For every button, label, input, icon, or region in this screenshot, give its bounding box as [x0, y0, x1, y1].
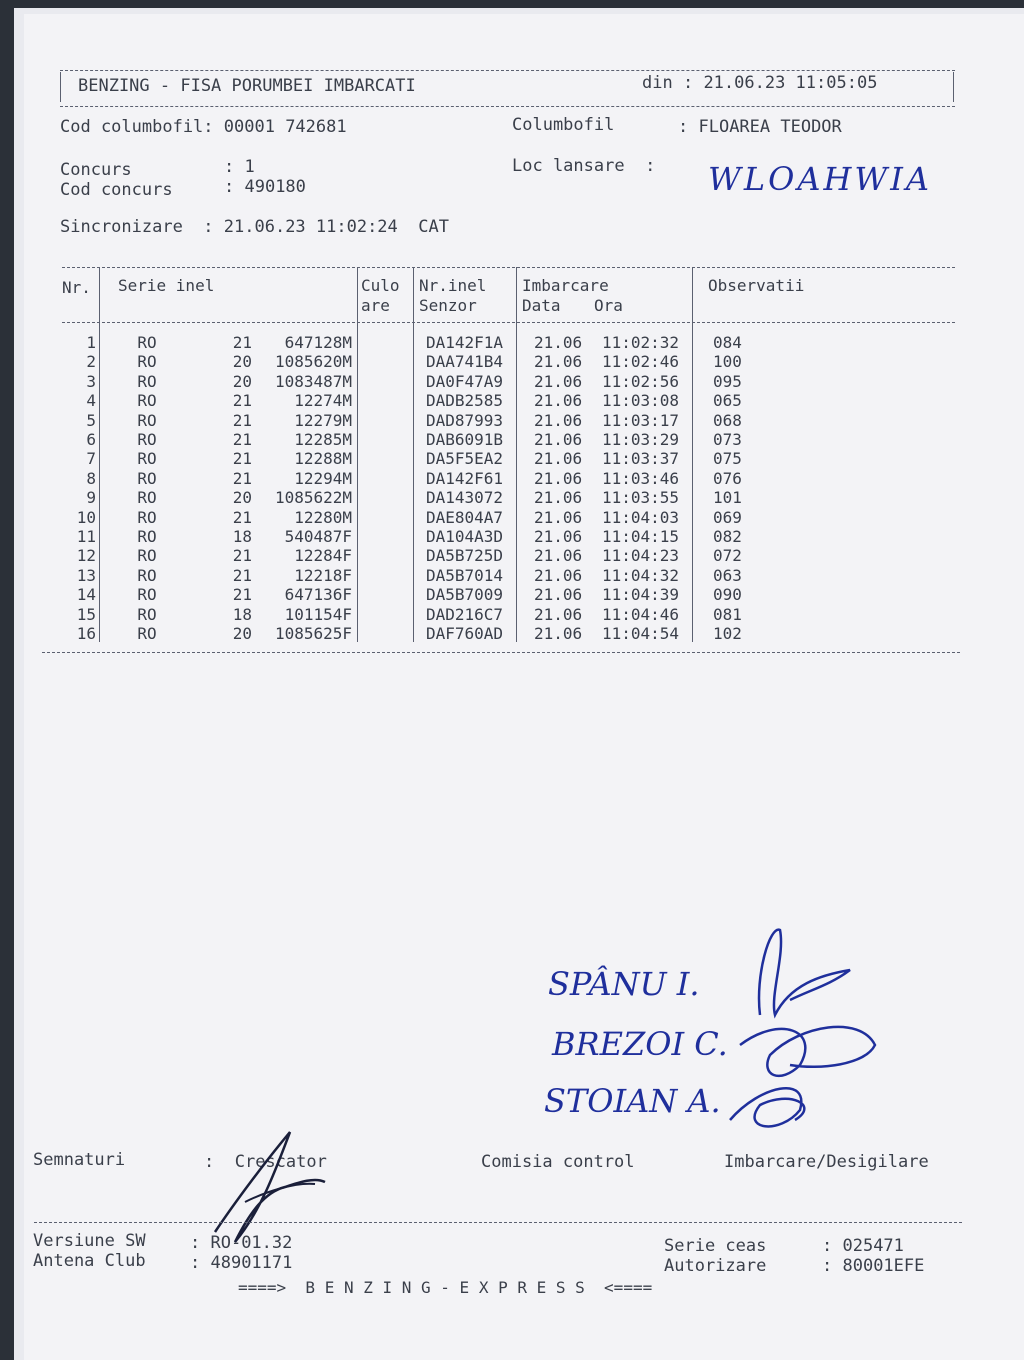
- columbofil-label: Columbofil: [512, 115, 615, 135]
- cell-sensor: DAB6091B: [426, 430, 504, 450]
- serie-ceas-value: : 025471: [822, 1236, 904, 1256]
- table-row: [60, 430, 773, 449]
- cell-culoare: [360, 546, 420, 565]
- header-right-border: [953, 72, 954, 102]
- table-row: [60, 469, 773, 488]
- cell-obs: 102: [713, 624, 742, 644]
- header-culoare-2: are: [361, 296, 390, 315]
- header-imbarcare: Imbarcare: [522, 276, 609, 295]
- cell-country: RO: [137, 333, 157, 352]
- crescator-label: : Crescator: [204, 1152, 327, 1172]
- cell-culoare: [360, 527, 420, 546]
- table-row: [60, 605, 773, 624]
- cell-ring: 12274M: [294, 391, 352, 411]
- cell-culoare: [360, 624, 420, 643]
- cell-obs: 101: [713, 488, 742, 508]
- signature-commission-1: SPÂNU I.: [548, 965, 700, 1003]
- comisia-label: Comisia control: [481, 1152, 635, 1172]
- brand-footer: ====> B E N Z I N G - E X P R E S S <====: [238, 1278, 653, 1297]
- cell-nr: 2: [86, 352, 96, 372]
- cell-country: RO: [137, 410, 157, 430]
- cell-year: 21: [232, 391, 252, 411]
- table-row: [60, 449, 773, 468]
- cell-year: 20: [232, 488, 252, 508]
- cell-year: 21: [232, 430, 252, 450]
- header-bottom-rule: [60, 106, 955, 107]
- cell-ring: 1085625F: [274, 624, 352, 644]
- autorizare-label: Autorizare: [664, 1256, 767, 1276]
- cell-culoare: [360, 449, 420, 468]
- cell-date: 21.06: [534, 507, 583, 527]
- cell-sensor: DA5B7009: [426, 585, 504, 605]
- cell-nr: 7: [86, 449, 96, 469]
- cell-country: RO: [137, 468, 157, 488]
- cell-year: 21: [232, 546, 252, 566]
- cell-culoare: [360, 566, 420, 585]
- cod-concurs-value: : 490180: [224, 177, 306, 197]
- cell-sensor: DA5B725D: [426, 546, 504, 566]
- cell-time: 11:04:46: [602, 604, 680, 624]
- cell-sensor: DA142F61: [426, 468, 504, 488]
- cell-ring: 12280M: [294, 507, 352, 527]
- antena-label: Antena Club: [33, 1251, 146, 1271]
- cell-date: 21.06: [534, 449, 583, 469]
- cell-ring: 12279M: [294, 410, 352, 430]
- cell-ring: 540487F: [284, 527, 352, 547]
- cell-time: 11:03:17: [602, 410, 680, 430]
- semnaturi-label: Semnaturi: [33, 1150, 126, 1170]
- cell-sensor: DA142F1A: [426, 333, 504, 352]
- cell-time: 11:04:32: [602, 565, 680, 585]
- cell-nr: 3: [86, 371, 96, 391]
- cell-culoare: [360, 333, 420, 352]
- versiune-value: : RO-01.32: [190, 1233, 293, 1253]
- table-row: [60, 352, 773, 371]
- cell-year: 21: [232, 585, 252, 605]
- cell-ring: 647128M: [284, 333, 352, 352]
- cell-obs: 076: [713, 468, 742, 488]
- table-row: [60, 585, 773, 604]
- cell-obs: 090: [713, 585, 742, 605]
- cell-time: 11:04:39: [602, 585, 680, 605]
- cell-country: RO: [137, 585, 157, 605]
- cell-ring: 12294M: [294, 468, 352, 488]
- concurs-value: : 1: [224, 157, 255, 177]
- cell-obs: 069: [713, 507, 742, 527]
- din-label: din : 21.06.23 11:05:05: [642, 73, 878, 93]
- cell-ring: 1085620M: [274, 352, 352, 372]
- cell-year: 20: [232, 624, 252, 644]
- cell-obs: 063: [713, 565, 742, 585]
- cell-sensor: DA104A3D: [426, 527, 504, 547]
- header-data: Data: [522, 296, 561, 315]
- cell-date: 21.06: [534, 352, 583, 372]
- cell-culoare: [360, 430, 420, 449]
- cell-country: RO: [137, 371, 157, 391]
- cell-obs: 100: [713, 352, 742, 372]
- antena-value: : 48901171: [190, 1253, 293, 1273]
- serie-ceas-label: Serie ceas: [664, 1236, 767, 1256]
- cell-country: RO: [137, 604, 157, 624]
- table-row: [60, 391, 773, 410]
- cell-obs: 075: [713, 449, 742, 469]
- table-row: [60, 546, 773, 565]
- cell-sensor: DAD216C7: [426, 604, 504, 624]
- cell-culoare: [360, 585, 420, 604]
- cell-obs: 095: [713, 371, 742, 391]
- cell-year: 20: [232, 352, 252, 372]
- loc-lansare-value: WLOAHWIA: [708, 160, 933, 198]
- table-top-rule: [62, 267, 955, 268]
- cell-time: 11:04:23: [602, 546, 680, 566]
- cell-obs: 068: [713, 410, 742, 430]
- cell-country: RO: [137, 391, 157, 411]
- cell-country: RO: [137, 430, 157, 450]
- table-row: [60, 488, 773, 507]
- cod-concurs-label: Cod concurs: [60, 180, 173, 200]
- cell-nr: 11: [76, 527, 96, 547]
- cell-ring: 647136F: [284, 585, 352, 605]
- cell-ring: 1085622M: [274, 488, 352, 508]
- cell-date: 21.06: [534, 527, 583, 547]
- cell-country: RO: [137, 449, 157, 469]
- cell-nr: 9: [86, 488, 96, 508]
- cell-country: RO: [137, 624, 157, 644]
- cell-date: 21.06: [534, 468, 583, 488]
- imbarcare-desigilare-label: Imbarcare/Desigilare: [724, 1152, 929, 1172]
- table-row: [60, 566, 773, 585]
- cell-time: 11:04:54: [602, 624, 680, 644]
- header-serie-inel: Serie inel: [118, 276, 215, 295]
- cell-year: 21: [232, 410, 252, 430]
- header-left-border: [60, 72, 61, 102]
- cell-date: 21.06: [534, 391, 583, 411]
- cell-culoare: [360, 352, 420, 371]
- signature-commission-2: BREZOI C.: [552, 1025, 728, 1063]
- cell-year: 18: [232, 604, 252, 624]
- cell-country: RO: [137, 507, 157, 527]
- autorizare-value: : 80001EFE: [822, 1256, 925, 1276]
- header-observatii: Observatii: [708, 276, 805, 295]
- cell-country: RO: [137, 565, 157, 585]
- cell-nr: 16: [76, 624, 96, 644]
- table-header-rule: [62, 322, 955, 323]
- table-row: [60, 372, 773, 391]
- cell-date: 21.06: [534, 371, 583, 391]
- cell-obs: 065: [713, 391, 742, 411]
- cell-ring: 12288M: [294, 449, 352, 469]
- cell-culoare: [360, 508, 420, 527]
- table-row: [60, 624, 773, 643]
- cell-culoare: [360, 372, 420, 391]
- cell-time: 11:03:29: [602, 430, 680, 450]
- cell-nr: 8: [86, 468, 96, 488]
- cell-nr: 5: [86, 410, 96, 430]
- table-row: [60, 527, 773, 546]
- cell-ring: 12284F: [294, 546, 352, 566]
- cell-year: 20: [232, 371, 252, 391]
- cell-country: RO: [137, 527, 157, 547]
- cell-ring: 12285M: [294, 430, 352, 450]
- cell-year: 21: [232, 468, 252, 488]
- loc-lansare-label: Loc lansare :: [512, 156, 656, 176]
- cod-columbofil-field: Cod columbofil: 00001 742681: [60, 117, 347, 137]
- commission-signature-scribbles: [700, 915, 900, 1145]
- sincronizare-field: Sincronizare : 21.06.23 11:02:24 CAT: [60, 217, 449, 237]
- header-nr-inel-1: Nr.inel: [419, 276, 487, 295]
- cell-obs: 084: [713, 333, 742, 352]
- header-nr-inel-2: Senzor: [419, 296, 477, 315]
- cell-date: 21.06: [534, 430, 583, 450]
- cell-culoare: [360, 605, 420, 624]
- header-nr: Nr.: [62, 278, 91, 297]
- cell-date: 21.06: [534, 333, 583, 352]
- header-top-rule: [60, 70, 955, 71]
- cell-sensor: DAA741B4: [426, 352, 504, 372]
- cell-time: 11:03:08: [602, 391, 680, 411]
- cell-nr: 15: [76, 604, 96, 624]
- concurs-label: Concurs: [60, 160, 132, 180]
- cell-country: RO: [137, 546, 157, 566]
- cell-sensor: DADB2585: [426, 391, 504, 411]
- cell-time: 11:02:32: [602, 333, 680, 352]
- cell-date: 21.06: [534, 604, 583, 624]
- cell-time: 11:02:46: [602, 352, 680, 372]
- table-row: [60, 333, 773, 352]
- header-culoare-1: Culo: [361, 276, 400, 295]
- cell-year: 21: [232, 333, 252, 352]
- cell-nr: 10: [76, 507, 96, 527]
- cell-date: 21.06: [534, 488, 583, 508]
- cell-obs: 082: [713, 527, 742, 547]
- pigeon-table-body: [60, 333, 773, 644]
- cell-nr: 12: [76, 546, 96, 566]
- cell-nr: 13: [76, 565, 96, 585]
- cell-culoare: [360, 488, 420, 507]
- cell-ring: 1083487M: [274, 371, 352, 391]
- footer-rule: [34, 1222, 962, 1223]
- cell-time: 11:03:55: [602, 488, 680, 508]
- cell-sensor: DAD87993: [426, 410, 504, 430]
- cell-country: RO: [137, 488, 157, 508]
- cell-sensor: DA5F5EA2: [426, 449, 504, 469]
- cell-time: 11:02:56: [602, 371, 680, 391]
- cell-year: 21: [232, 565, 252, 585]
- cell-year: 21: [232, 507, 252, 527]
- cell-nr: 14: [76, 585, 96, 605]
- cell-sensor: DA0F47A9: [426, 371, 504, 391]
- cell-nr: 1: [86, 333, 96, 352]
- cell-date: 21.06: [534, 410, 583, 430]
- cell-year: 21: [232, 449, 252, 469]
- cell-sensor: DA5B7014: [426, 565, 504, 585]
- cell-ring: 12218F: [294, 565, 352, 585]
- cell-date: 21.06: [534, 546, 583, 566]
- cell-culoare: [360, 391, 420, 410]
- header-ora: Ora: [594, 296, 623, 315]
- cell-date: 21.06: [534, 565, 583, 585]
- cell-obs: 072: [713, 546, 742, 566]
- cell-date: 21.06: [534, 624, 583, 644]
- cell-culoare: [360, 411, 420, 430]
- versiune-label: Versiune SW: [33, 1231, 146, 1251]
- table-row: [60, 508, 773, 527]
- cell-obs: 073: [713, 430, 742, 450]
- cell-sensor: DAE804A7: [426, 507, 504, 527]
- cell-nr: 4: [86, 391, 96, 411]
- cell-nr: 6: [86, 430, 96, 450]
- cell-time: 11:03:37: [602, 449, 680, 469]
- cell-obs: 081: [713, 604, 742, 624]
- cell-ring: 101154F: [284, 604, 352, 624]
- cell-culoare: [360, 469, 420, 488]
- table-bottom-rule: [42, 652, 960, 653]
- cell-time: 11:04:03: [602, 507, 680, 527]
- table-row: [60, 411, 773, 430]
- document-title: BENZING - FISA PORUMBEI IMBARCATI: [78, 76, 416, 96]
- columbofil-value: : FLOAREA TEODOR: [678, 117, 842, 137]
- cell-time: 11:04:15: [602, 527, 680, 547]
- cell-sensor: DA143072: [426, 488, 504, 508]
- cell-country: RO: [137, 352, 157, 372]
- cell-sensor: DAF760AD: [426, 624, 504, 644]
- cell-date: 21.06: [534, 585, 583, 605]
- cell-time: 11:03:46: [602, 468, 680, 488]
- cell-year: 18: [232, 527, 252, 547]
- pigeon-table: [60, 333, 773, 644]
- signature-commission-3: STOIAN A.: [544, 1082, 721, 1120]
